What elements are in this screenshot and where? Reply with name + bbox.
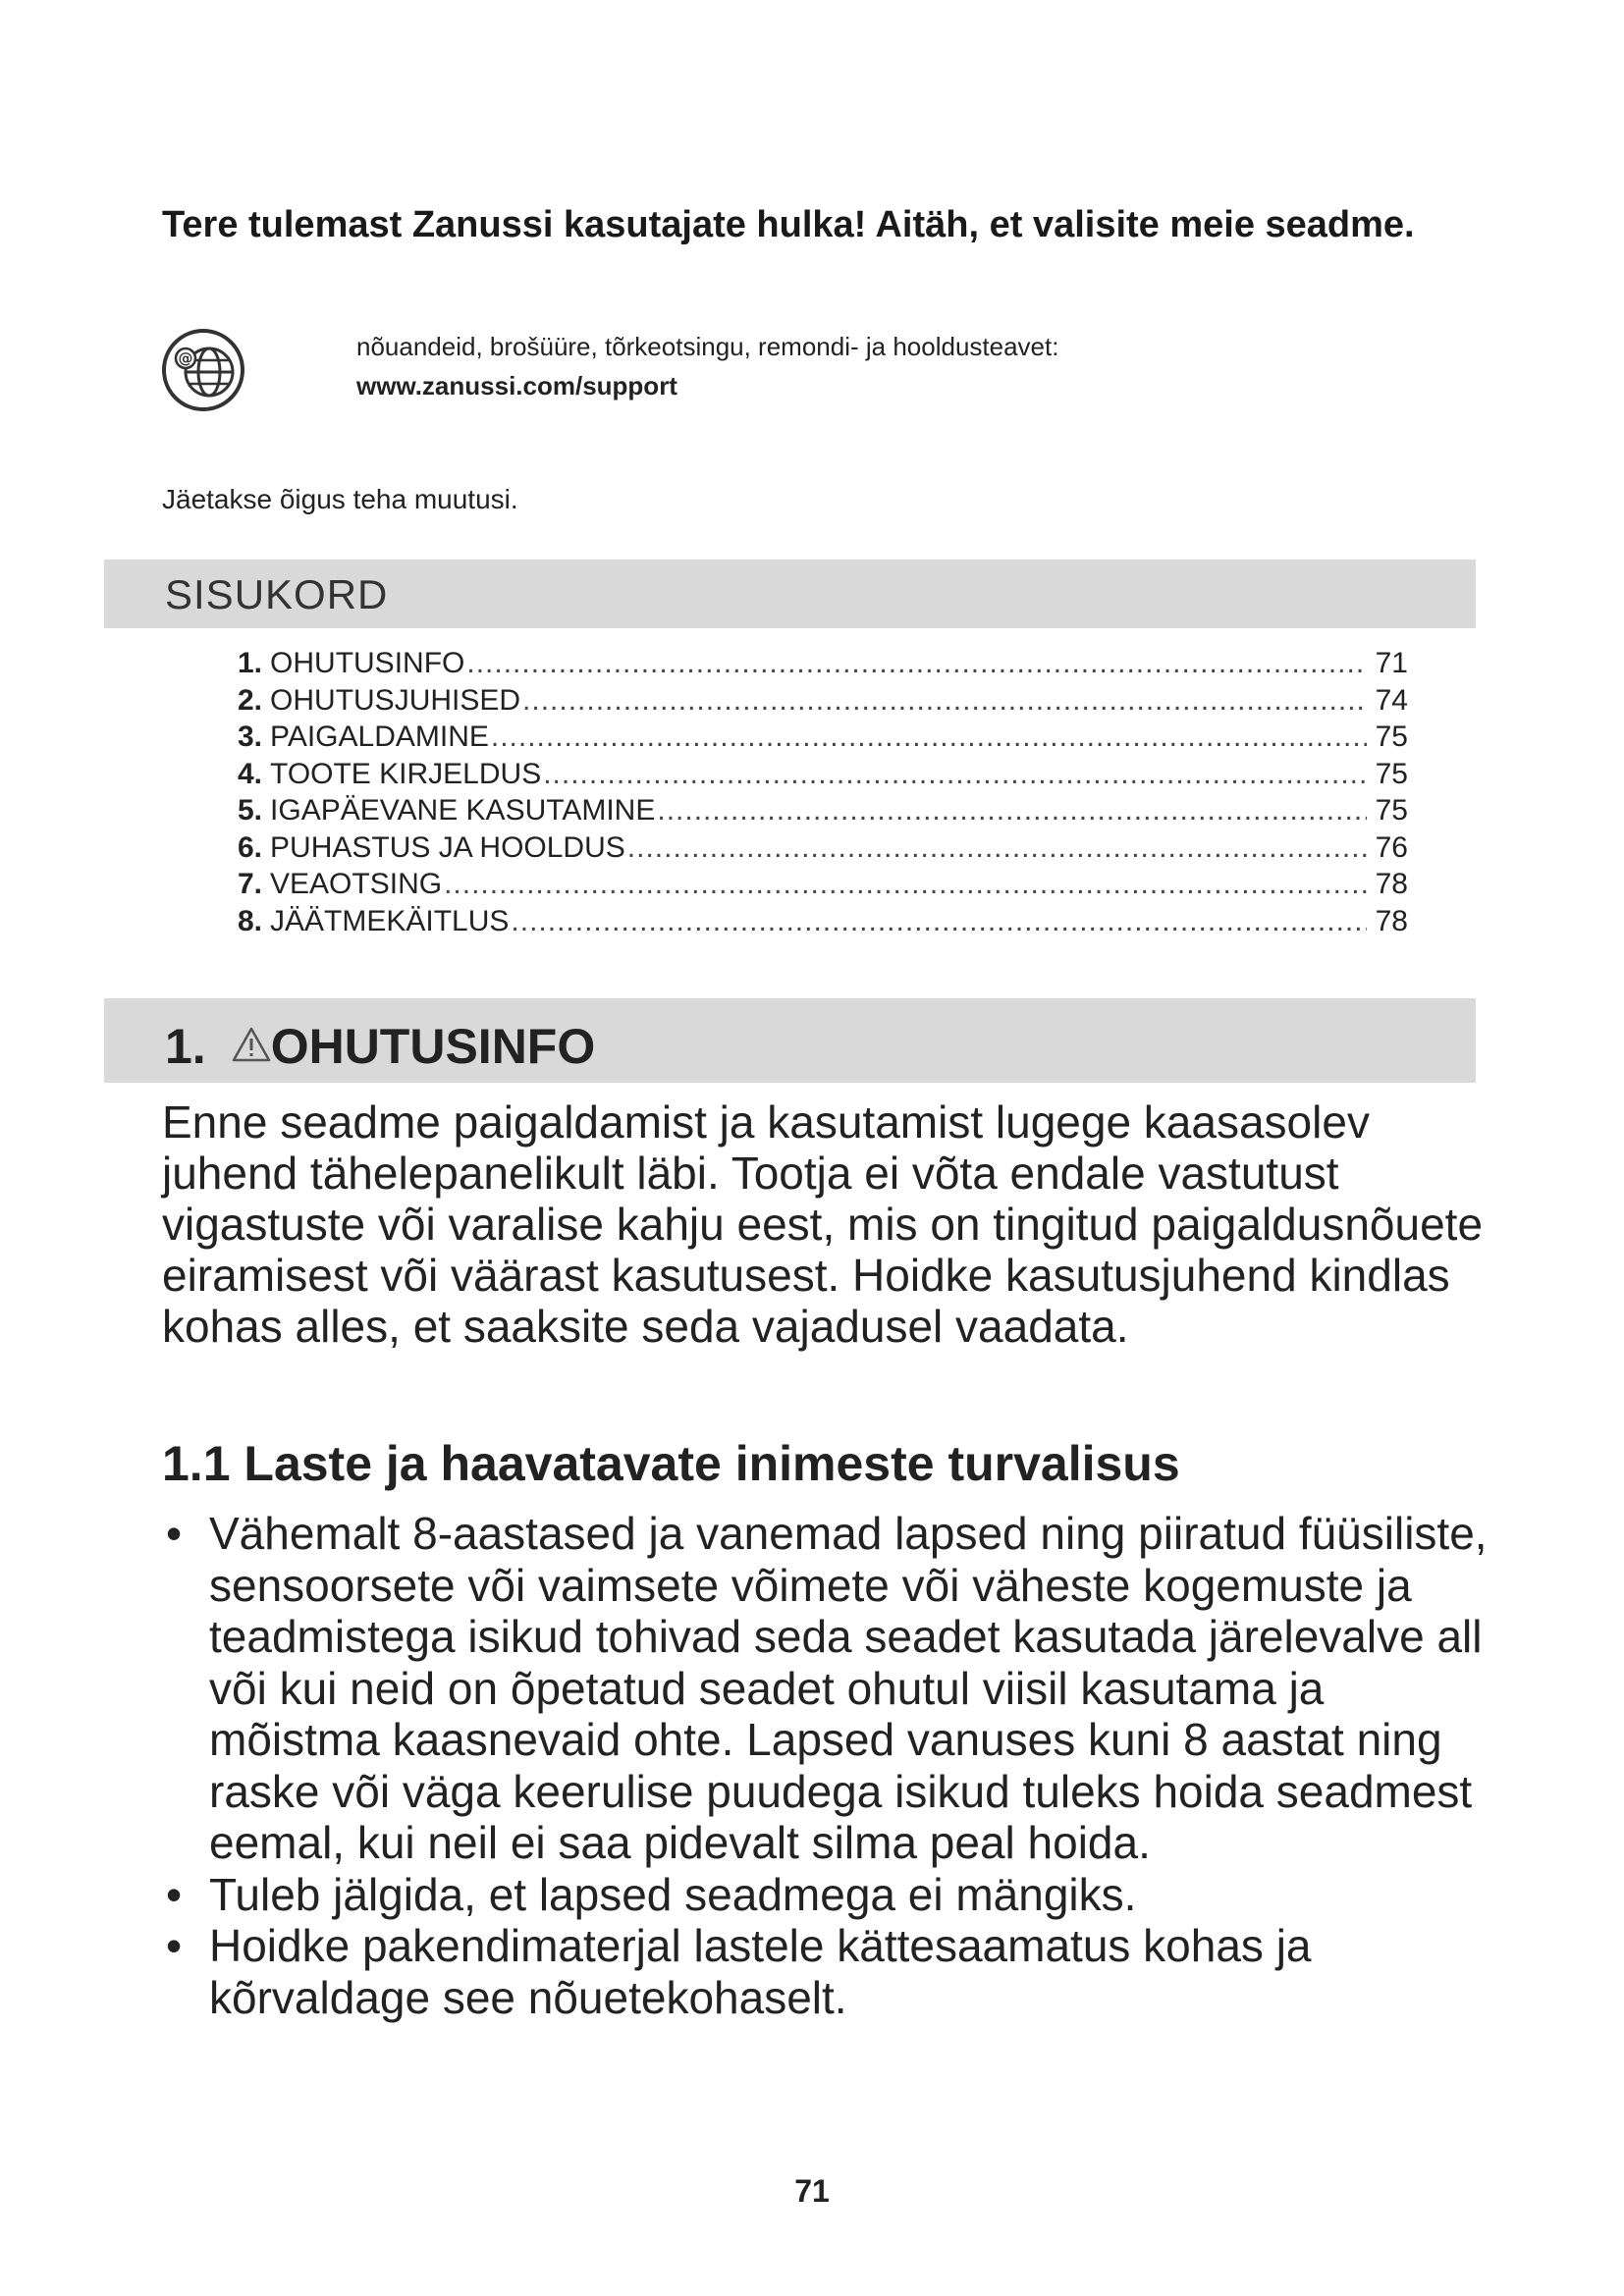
section-number: 1. <box>165 1019 206 1074</box>
page-number: 71 <box>794 2173 830 2209</box>
toc-item-page: 75 <box>1375 757 1408 790</box>
toc-item[interactable] <box>238 866 1408 903</box>
toc-item-number: 1. <box>238 647 263 679</box>
warning-triangle-icon <box>228 1018 271 1075</box>
list-item <box>162 1508 1488 1869</box>
bullet-dot-icon: • <box>166 1920 183 1971</box>
bullet-dot-icon: • <box>166 1508 183 1559</box>
toc-item-number: 2. <box>238 683 263 717</box>
section-header-bar <box>104 998 1476 1083</box>
subsection-title: 1.1 Laste ja haavatavate inimeste turvalisus <box>162 1436 1180 1491</box>
toc-leader-dots <box>522 682 1367 720</box>
toc-item-label: VEAOTSING <box>270 868 443 900</box>
toc-item-label: JÄÄTMEKÄITLUS <box>270 904 510 937</box>
toc-leader-dots <box>511 903 1367 940</box>
intro-paragraph: Enne seadme paigaldamist ja kasutamist lugege kaasasolev juhend tähelepanelikult läbi. Tootja ei võta endale vastutust vigastuste või varalise kahju eest, mis on tingitud paigaldusnõuete eiramisest või väärast kasutusest. Hoidke kasutusjuhend kindlas kohas alles, et saaksite seda vajadusel vaadata. <box>162 1096 1484 1352</box>
toc-item[interactable] <box>238 903 1408 940</box>
toc-item[interactable] <box>238 756 1408 793</box>
toc-item-number: 4. <box>238 757 263 790</box>
toc-item-page: 74 <box>1375 683 1408 717</box>
toc-item-page: 75 <box>1375 721 1408 753</box>
toc-item-number: 7. <box>238 868 263 900</box>
toc-item-label: OHUTUSINFO <box>270 647 465 679</box>
toc-item-label: PUHASTUS JA HOOLDUS <box>270 830 625 864</box>
toc-leader-dots <box>627 829 1367 867</box>
toc-item-label: PAIGALDAMINE <box>270 721 489 753</box>
list-item <box>162 1869 1488 1921</box>
toc-item-number: 6. <box>238 830 263 864</box>
toc-item[interactable] <box>238 719 1408 756</box>
toc-item-page: 71 <box>1375 647 1408 679</box>
toc-item[interactable] <box>238 829 1408 867</box>
list-item-text: Hoidke pakendimaterjal lastele kättesaamatus kohas ja kõrvaldage see nõuetekohaselt. <box>209 1920 1312 2023</box>
support-info <box>356 327 1058 405</box>
toc-item[interactable] <box>238 682 1408 720</box>
toc-leader-dots <box>543 756 1367 793</box>
list-item <box>162 1920 1488 2023</box>
toc-item-label: TOOTE KIRJELDUS <box>270 757 542 790</box>
toc-header-bar <box>104 560 1476 628</box>
bullet-dot-icon: • <box>166 1868 183 1920</box>
section-name: OHUTUSINFO <box>270 1019 596 1074</box>
toc-item-page: 75 <box>1375 794 1408 827</box>
support-description: nõuandeid, brošüüre, tõrkeotsingu, remondi- ja hooldusteavet: <box>356 332 1059 361</box>
toc-title: SISUKORD <box>165 571 389 617</box>
support-url-link[interactable]: www.zanussi.com/support <box>356 371 677 400</box>
toc-item-label: OHUTUSJUHISED <box>270 683 521 717</box>
welcome-heading: Tere tulemast Zanussi kasutajate hulka! Aitäh, et valisite meie seadme. <box>162 204 1415 245</box>
list-item-text: Vähemalt 8-aastased ja vanemad lapsed ning piiratud füüsiliste, sensoorsete või vaimsete võimete või väheste kogemuste ja teadmistega isikud tohivad seda seadet kasutada järelevalve all või kui neid on õpetatud seadet ohutul viisil kasutama ja mõistma kaasnevaid ohte. Lapsed vanuses kuni 8 aastat ning raske või väga keerulise puudega isikud tuleks hoida seadmest eemal, kui neil ei saa pidevalt silma peal hoida. <box>209 1508 1488 1868</box>
globe-web-icon <box>160 327 246 413</box>
toc-item-page: 78 <box>1375 868 1408 900</box>
toc-item-label: IGAPÄEVANE KASUTAMINE <box>270 794 656 827</box>
toc-item-number: 3. <box>238 721 263 753</box>
section-title <box>165 1018 595 1075</box>
svg-text:@: @ <box>178 349 193 367</box>
toc-leader-dots <box>491 719 1367 756</box>
toc-leader-dots <box>444 866 1367 903</box>
toc-item-number: 5. <box>238 794 263 827</box>
rights-notice: Jäetakse õigus teha muutusi. <box>162 484 518 514</box>
table-of-contents <box>238 645 1408 939</box>
toc-item[interactable] <box>238 792 1408 829</box>
toc-leader-dots <box>466 645 1367 682</box>
toc-item-page: 78 <box>1375 904 1408 937</box>
safety-bullet-list <box>162 1508 1488 2023</box>
toc-item[interactable] <box>238 645 1408 682</box>
toc-leader-dots <box>657 792 1367 829</box>
toc-item-number: 8. <box>238 904 263 937</box>
list-item-text: Tuleb jälgida, et lapsed seadmega ei mängiks. <box>209 1868 1137 1920</box>
toc-item-page: 76 <box>1375 830 1408 864</box>
